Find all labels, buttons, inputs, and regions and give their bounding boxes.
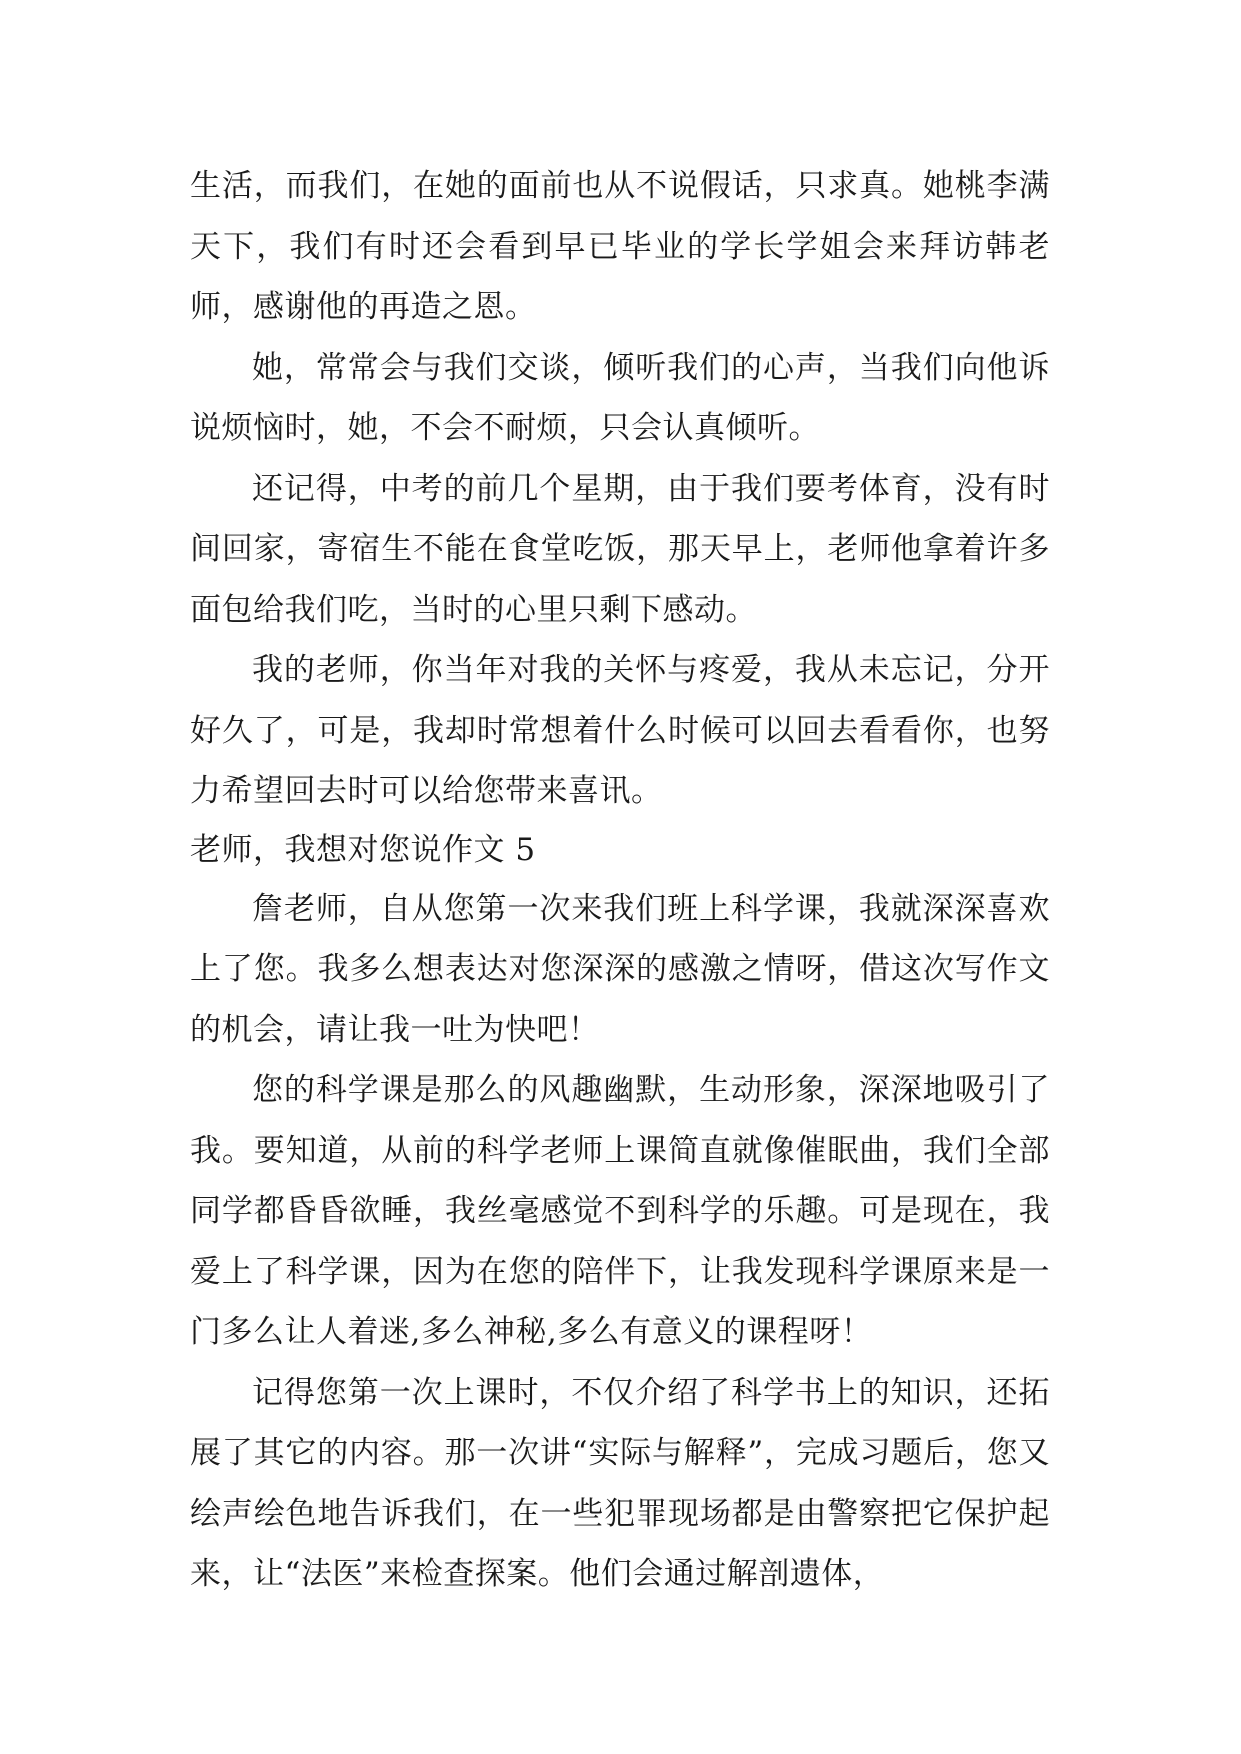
paragraph: 您的科学课是那么的风趣幽默，生动形象，深深地吸引了我。要知道，从前的科学老师上课简直就像催眠曲，我们全部同学都昏昏欲睡，我丝毫感觉不到科学的乐趣。可是现在，我爱上了科学课，因为在您的陪伴下，让我发现科学课原来是一门多么让人着迷,多么神秘,多么有意义的课程呀！ xyxy=(190,1072,1050,1350)
paragraph: 记得您第一次上课时，不仅介绍了科学书上的知识，还拓展了其它的内容。那一次讲“实际与解释”，完成习题后，您又绘声绘色地告诉我们，在一些犯罪现场都是由警察把它保护起来，让“法医”来检查探案。他们会通过解剖遗体， xyxy=(190,1374,1050,1592)
paragraph: 她，常常会与我们交谈，倾听我们的心声，当我们向他诉说烦恼时，她，不会不耐烦，只会认真倾听。 xyxy=(190,349,1050,446)
paragraph-continued: 生活，而我们，在她的面前也从不说假话，只求真。她桃李满天下，我们有时还会看到早已毕业的学长学姐会来拜访韩老师，感谢他的再造之恩。 xyxy=(190,168,1050,325)
paragraph: 詹老师，自从您第一次来我们班上科学课，我就深深喜欢上了您。我多么想表达对您深深的感激之情呀，借这次写作文的机会，请让我一吐为快吧！ xyxy=(190,890,1050,1048)
paragraph: 我的老师，你当年对我的关怀与疼爱，我从未忘记，分开好久了，可是，我却时常想着什么时候可以回去看看你，也努力希望回去时可以给您带来喜讯。 xyxy=(190,652,1050,809)
section-heading: 老师，我想对您说作文 5 xyxy=(190,831,536,868)
document-body xyxy=(190,156,1050,1605)
paragraph: 还记得，中考的前几个星期，由于我们要考体育，没有时间回家，寄宿生不能在食堂吃饭，那天早上，老师他拿着许多面包给我们吃，当时的心里只剩下感动。 xyxy=(190,470,1050,628)
